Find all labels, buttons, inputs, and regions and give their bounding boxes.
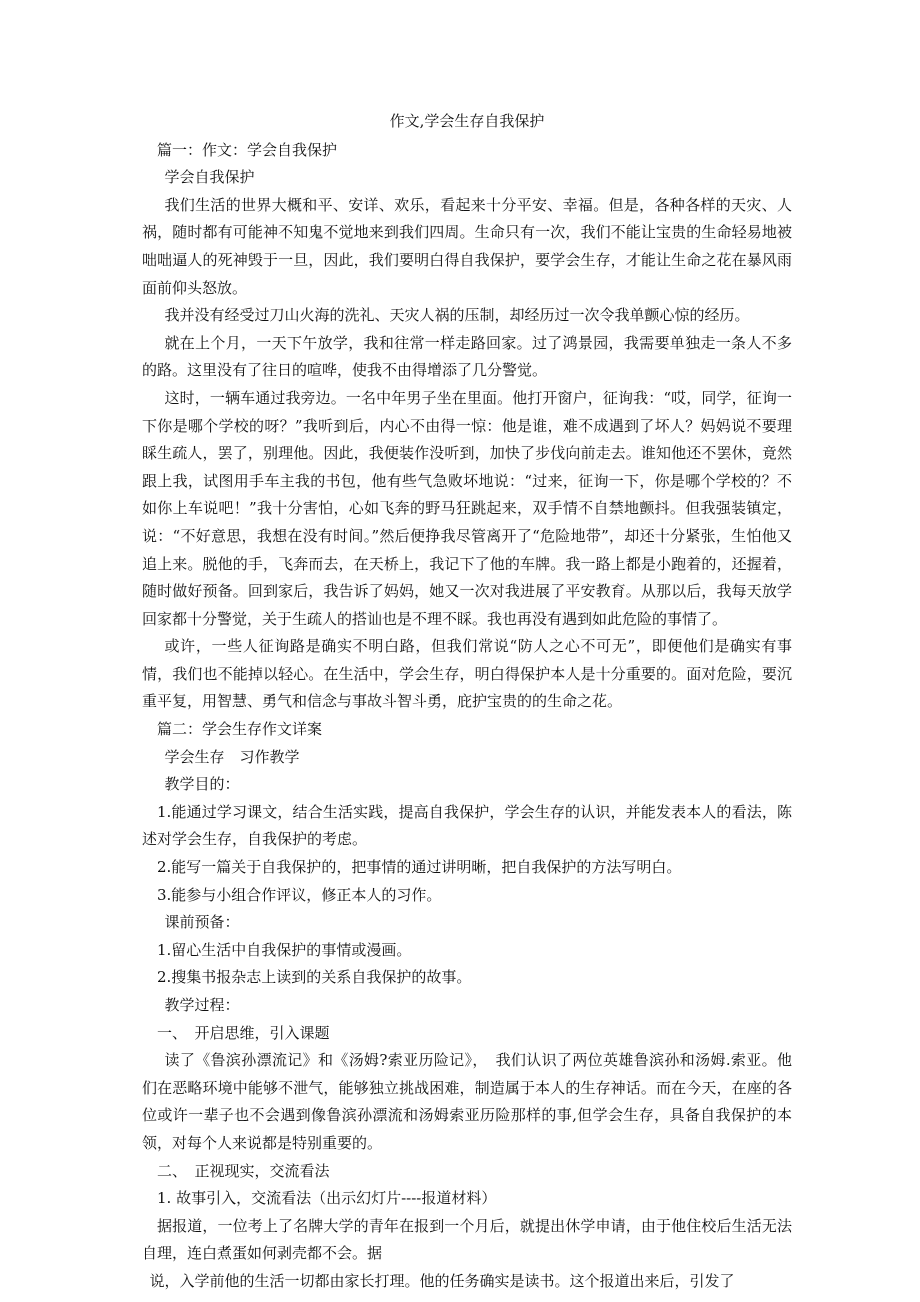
paragraph: 2.搜集书报杂志上读到的关系自我保护的故事。 — [157, 968, 472, 987]
paragraph: 就在上个月，一天下午放学，我和往常一样走路回家。过了鸿景园，我需要单独走一条人不多的路。这里没有了往日的喧哗，使我不由得增添了几分警觉。 — [142, 333, 792, 380]
paragraph: 我并没有经受过刀山火海的洗礼、天灾人祸的压制，却经历过一次令我单颤心惊的经历。 — [164, 306, 750, 325]
paragraph: 据报道，一位考上了名牌大学的青年在报到一个月后，就提出休学申请，由于他住校后生活无法自理，连白煮蛋如何剥壳都不会。据 — [142, 1216, 792, 1263]
paragraph: 2.能写一篇关于自我保护的，把事情的通过讲明晰，把自我保护的方法写明白。 — [157, 858, 682, 877]
paragraph: 读了《鲁滨孙漂流记》和《汤姆?索亚历险记》， 我们认识了两位英雄鲁滨孙和汤姆.索亚。他们在恶略环境中能够不泄气，能够独立挑战困难，制造属于本人的生存神话。而在今天，在座的各位或许一辈子也不会遇到像鲁滨孙漂流和汤姆索亚历险那样的事,但学会生存，具备自我保护的本领，对每个人来说都是特别重要的。 — [142, 1051, 792, 1152]
paragraph: 一、 开启思维，引入课题 — [157, 1023, 330, 1042]
paragraph: 篇一：作文：学会自我保护 — [157, 140, 338, 159]
document-title: 作文,学会生存自我保护 — [389, 112, 545, 130]
paragraph: 学会自我保护 — [164, 168, 255, 187]
paragraph: 1.留心生活中自我保护的事情或漫画。 — [157, 940, 412, 959]
paragraph: 课前预备： — [164, 913, 240, 932]
paragraph: 学会生存 习作教学 — [164, 747, 300, 766]
document-body — [142, 137, 792, 1296]
paragraph: 1.能通过学习课文，结合生活实践，提高自我保护，学会生存的认识，并能发表本人的看法，陈述对学会生存，自我保护的考虑。 — [142, 802, 792, 849]
paragraph: 或许，一些人征询路是确实不明白路，但我们常说“防人之心不可无”，即便他们是确实有事情，我们也不能掉以轻心。在生活中，学会生存，明白得保护本人是十分重要的。面对危险，要沉重平复，用智慧、勇气和信念与事故斗智斗勇，庇护宝贵的的生命之花。 — [142, 637, 792, 711]
paragraph: 说，入学前他的生活一切都由家长打理。他的任务确实是读书。这个报道出来后，引发了 — [149, 1271, 735, 1290]
paragraph: 教学目的： — [164, 775, 240, 794]
document-page — [142, 108, 792, 1296]
paragraph: 二、 正视现实，交流看法 — [157, 1161, 330, 1180]
paragraph: 3.能参与小组合作评议，修正本人的习作。 — [157, 885, 442, 904]
paragraph: 这时，一辆车通过我旁边。一名中年男子坐在里面。他打开窗户，征询我：“哎，同学，征询一下你是哪个学校的呀？”我听到后，内心不由得一惊：他是谁，难不成遇到了坏人？妈妈说不要理睬生疏人，罢了，别理他。因此，我便装作没听到，加快了步伐向前走去。谁知他还不罢休，竟然跟上我，试图用手车主我的书包，他有些气急败坏地说：“过来，征询一下，你是哪个学校的？不如你上车说吧！”我十分害怕，心如飞奔的野马狂跳起来，双手情不自禁地颤抖。但我强装镇定，说：“不好意思，我想在没有时间。”然后便挣我尽管离开了“危险地带”，却还十分紧张，生怕他又追上来。脱他的手，飞奔而去，在天桥上，我记下了他的车牌。我一路上都是小跑着的，还握着，随时做好预备。回到家后，我告诉了妈妈，她又一次对我进展了平安教育。从那以后，我每天放学回家都十分警觉，关于生疏人的搭讪也是不理不睬。我也再没有遇到如此危险的事情了。 — [142, 388, 792, 628]
paragraph: 1. 故事引入，交流看法（出示幻灯片----报道材料） — [157, 1189, 497, 1208]
paragraph: 教学过程： — [164, 996, 240, 1014]
paragraph: 我们生活的世界大概和平、安详、欢乐，看起来十分平安、幸福。但是，各种各样的天灾、人祸，随时都有可能神不知鬼不觉地来到我们四周。生命只有一次，我们不能让宝贵的生命轻易地被咄咄逼人的死神毁于一旦，因此，我们要明白得自我保护，要学会生存，才能让生命之花在暴风雨面前仰头怒放。 — [142, 195, 792, 297]
paragraph: 篇二：学会生存作文详案 — [157, 720, 323, 739]
